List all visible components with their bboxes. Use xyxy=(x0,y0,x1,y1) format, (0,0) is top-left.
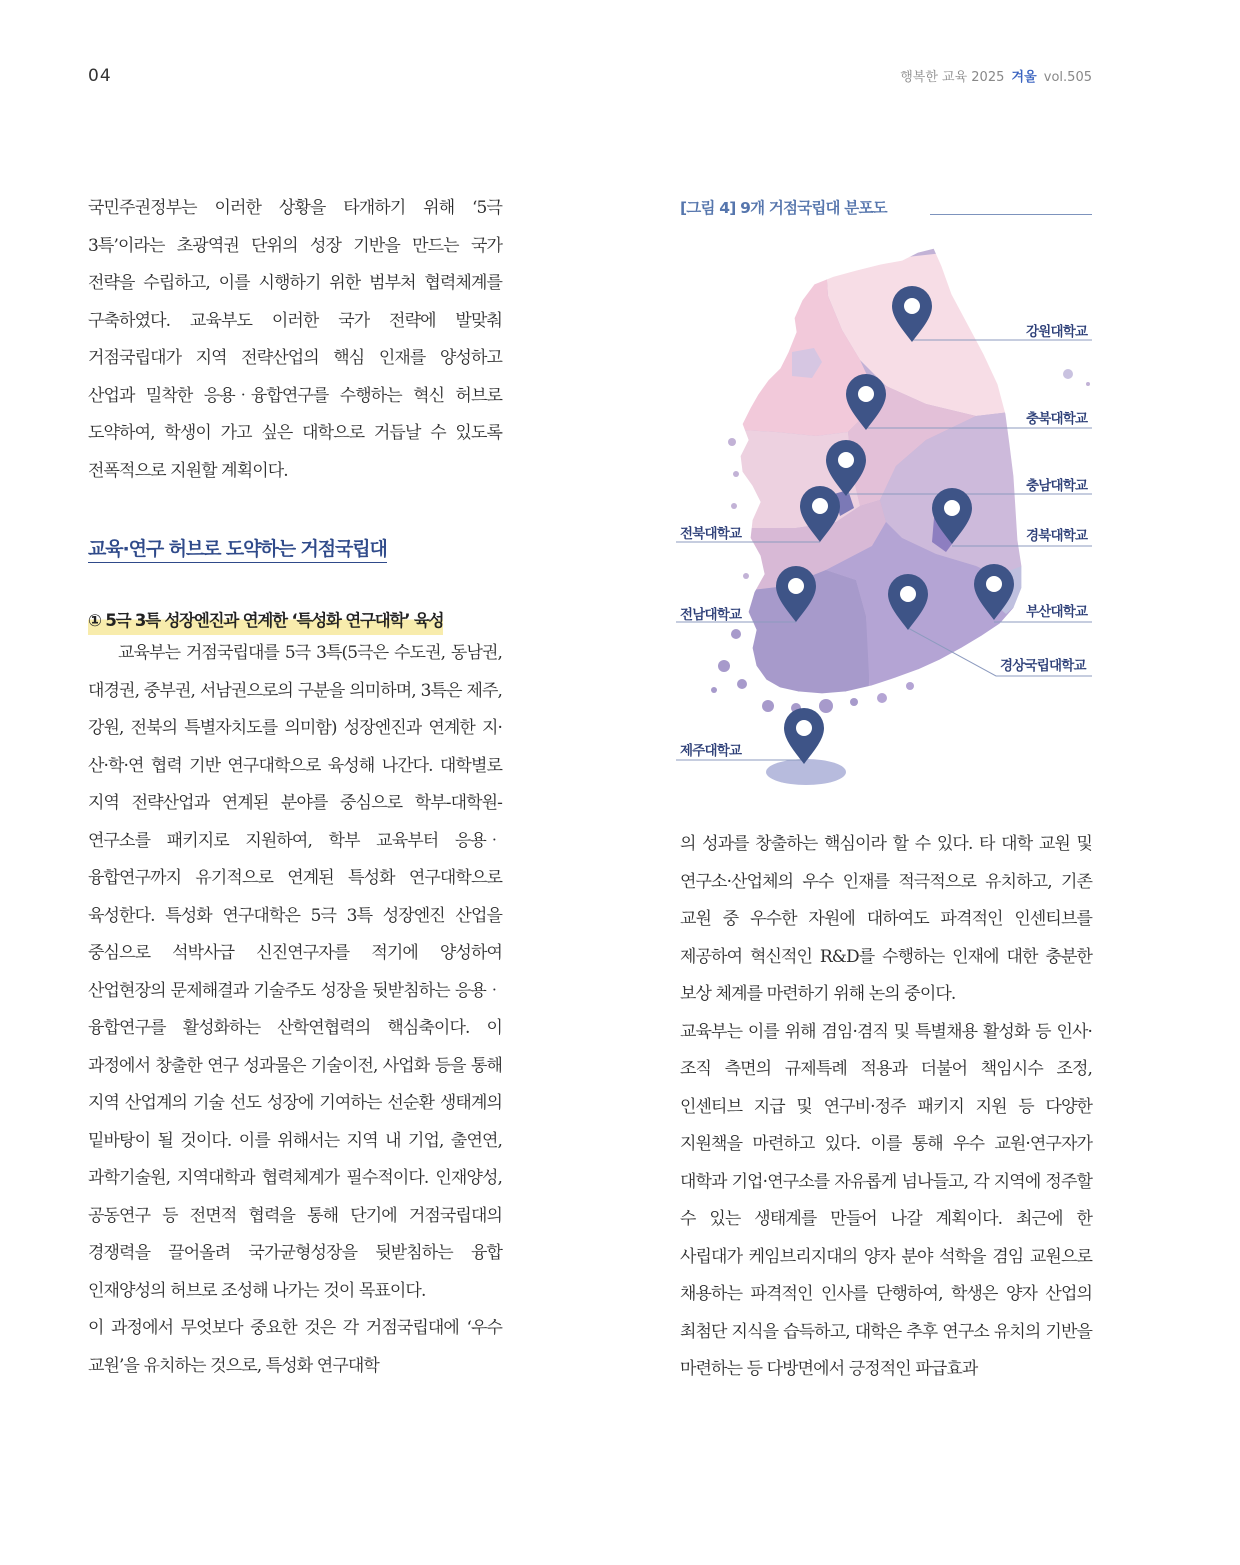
season-label: 겨울 xyxy=(1011,70,1037,85)
page-number: 04 xyxy=(88,66,112,86)
running-head xyxy=(900,66,1092,85)
region-gyeonggi xyxy=(676,236,872,436)
pin-jeju xyxy=(784,708,824,764)
label-chungbuk: 충북대학교 xyxy=(1026,411,1088,427)
journal-title: 행복한 교육 2025 xyxy=(900,70,1005,85)
section-heading: 교육·연구 허브로 도약하는 거점국립대 xyxy=(88,534,387,563)
right-column xyxy=(680,826,1092,1389)
left-column xyxy=(88,190,502,1385)
right-paragraph-2: 교육부는 이를 위해 겸임·겸직 및 특별채용 활성화 등 인사·조직 측면의 규제특례 적용과 더불어 책임시수 조정, 인센티브 지급 및 연구비·정주 패키지 지원 등 다양한 지원책을 마련하고 있다. 이를 통해 우수 교원·연구자가 대학과 기업·연구소를 자유롭게 넘나들고, 각 지역에 정주할 수 있는 생태계를 만들어 나갈 계획이다. 최근에 한 사립대가 케임브리지대의 양자 분야 석학을 겸임 교원으로 채용하는 파격적인 인사를 단행하여, 학생은 양자 산업의 최첨단 지식을 습득하고, 대학은 추후 연구소 유치의 기반을 마련하는 등 다방면에서 긍정적인 파급효과 xyxy=(680,1021,1092,1379)
subheading: ① 5극 3특 성장엔진과 연계한 ‘특성화 연구대학’ 육성 xyxy=(88,607,443,635)
label-kyungpook: 경북대학교 xyxy=(1026,528,1088,544)
caption-rule xyxy=(930,214,1092,215)
label-chonnam: 전남대학교 xyxy=(680,607,742,623)
label-gyeongsang: 경상국립대학교 xyxy=(1000,658,1086,674)
body-paragraph-2: 이 과정에서 무엇보다 중요한 것은 각 거점국립대에 ‘우수 교원’을 유치하는 것으로, 특성화 연구대학 xyxy=(88,1318,502,1376)
label-pusan: 부산대학교 xyxy=(1026,604,1088,620)
label-chungnam: 충남대학교 xyxy=(1026,478,1088,494)
figure-caption-text: [그림 4] 9개 거점국립대 분포도 xyxy=(680,199,887,217)
body-paragraph-1: 교육부는 거점국립대를 5극 3특(5극은 수도권, 동남권, 대경권, 중부권, 서남권으로의 구분을 의미하며, 3특은 제주, 강원, 전북의 특별자치도를 의미함) 성장엔진과 연계한 지·산·학·연 협력 기반 연구대학으로 육성해 나간다. 대학별로 지역 전략산업과 연계된 분야를 중심으로 학부-대학원-연구소를 패키지로 지원하여, 학부 교육부터 응용‧융합연구까지 유기적으로 연계된 특성화 연구대학으로 육성한다. 특성화 연구대학은 5극 3특 성장엔진 산업을 중심으로 석박사급 신진연구자를 적기에 양성하여 산업현장의 문제해결과 기술주도 성장을 뒷받침하는 응용‧융합연구를 활성화하는 산학연협력의 핵심축이다. 이 과정에서 창출한 연구 성과물은 기술이전, 사업화 등을 통해 지역 산업계의 기술 선도 성장에 기여하는 선순환 생태계의 밑바탕이 될 것이다. 이를 위해서는 지역 내 기업, 출연연, 과학기술원, 지역대학과 협력체계가 필수적이다. 인재양성, 공동연구 등 전면적 협력을 통해 단기에 거점국립대의 경쟁력을 끌어올려 국가균형성장을 뒷받침하는 융합 인재양성의 허브로 조성해 나가는 것이 목표이다. xyxy=(88,643,502,1301)
figure-caption xyxy=(680,196,1092,220)
label-jeonbuk: 전북대학교 xyxy=(680,526,742,542)
intro-paragraph: 국민주권정부는 이러한 상황을 타개하기 위해 ‘5극 3특’이라는 초광역권 단위의 성장 기반을 만드는 국가 전략을 수립하고, 이를 시행하기 위한 범부처 협력체계를 구축하였다. 교육부도 이러한 국가 전략에 발맞춰 거점국립대가 지역 전략산업의 핵심 인재를 양성하고 산업과 밀착한 응용‧융합연구를 수행하는 혁신 허브로 도약하여, 학생이 가고 싶은 대학으로 거듭날 수 있도록 전폭적으로 지원할 계획이다. xyxy=(88,198,502,481)
volume-label: vol.505 xyxy=(1043,70,1092,85)
label-jeju: 제주대학교 xyxy=(680,743,742,759)
right-paragraph-1: 의 성과를 창출하는 핵심이라 할 수 있다. 타 대학 교원 및 연구소·산업체의 우수 인재를 적극적으로 유치하고, 기존 교원 중 우수한 자원에 대하여도 파격적인 인센티브를 제공하여 혁신적인 R&D를 수행하는 인재에 대한 충분한 보상 체계를 마련하기 위해 논의 중이다. xyxy=(680,834,1092,1004)
label-kangwon: 강원대학교 xyxy=(1026,324,1088,340)
island-jeju xyxy=(766,759,846,785)
